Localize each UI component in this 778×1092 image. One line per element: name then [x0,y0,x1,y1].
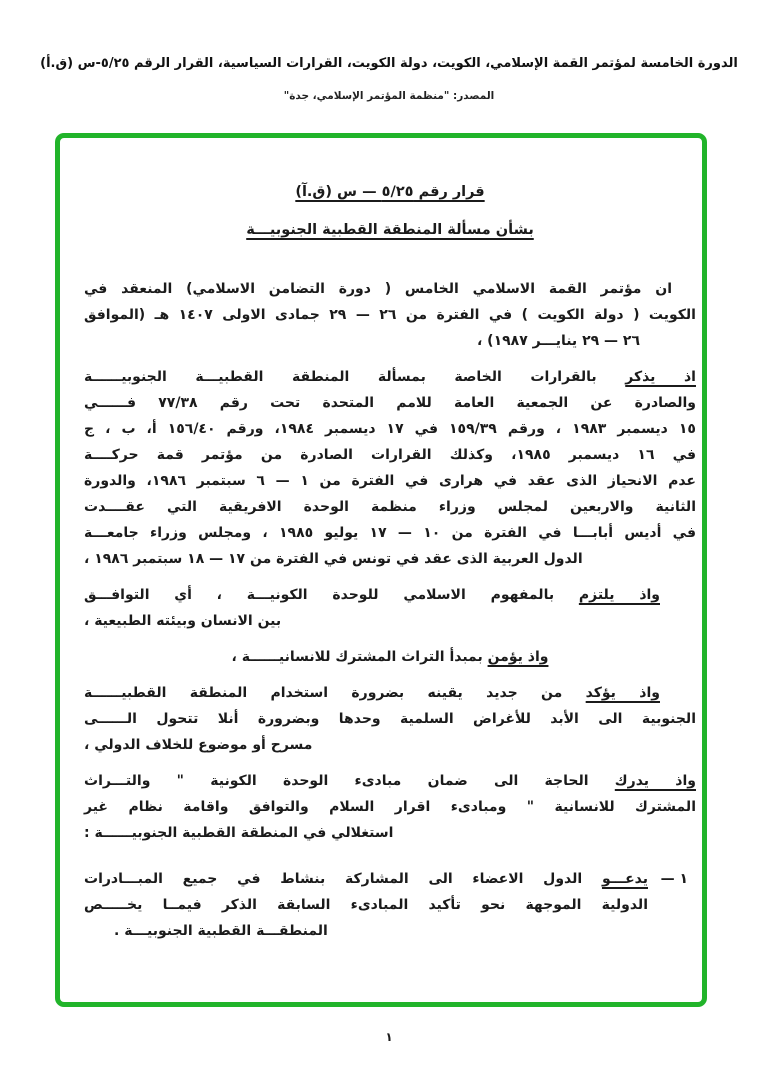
paragraph-line: واذ يؤكد من جديد يقينه بضرورة استخدام المنطقة القطبيــــــة [84,685,660,701]
resolution-title-line-2 [84,218,696,242]
document-header-title: الدورة الخامسة لمؤتمر القمة الإسلامي، الكويت، دولة الكويت، القرارات السياسية، القرار الرقم ٥/٢٥-س (ق.أ) [40,56,738,71]
resolution-subject: بشأن مسألة المنطقة القطبية الجنوبيـــة [246,222,534,238]
paragraph-line: المنطقـــة القطبية الجنوبيـــة . [114,923,328,939]
lead-word: واذ يؤكد [585,685,660,701]
paragraph-line: والصادرة عن الجمعية العامة للامم المتحدة تحت رقم ٧٧/٣٨ فــــــي [84,395,696,411]
document-header-source: المصدر: "منظمة المؤتمر الإسلامي، جدة" [283,90,495,102]
numbered-item [84,866,696,944]
document-frame [55,133,707,1007]
paragraph-line: واذ يلتزم بالمفهوم الاسلامي للوحدة الكونيـــة ، أي التوافـــق [84,587,660,603]
paragraph-line: الجنوبية الى الأبد للأغراض السلمية وحدها وبضرورة أنلا تتحول الــــــى [84,711,696,727]
lead-word: واذ يلتزم [578,587,660,603]
paragraph-line: الكويت ( دولة الكويت ) في الفترة من ٢٦ — ٢٩ جمادى الاولى ١٤٠٧ هـ (الموافق [84,307,696,323]
paragraph-line: المشترك للانسانية " ومبادىء اقرار السلام والتوافق واقامة نظام غير [84,799,696,815]
paragraph-line: اذ يذكر بالقرارات الخاصة بمسألة المنطقة القطبيـــة الجنوبيــــــة [84,369,696,385]
document-content [60,138,702,1002]
paragraph-line: مسرح أو موضوع للخلاف الدولي ، [84,737,313,753]
item-body [84,866,648,944]
lead-word: واذ يؤمن [487,649,549,665]
paragraph-line: الثانية والاربعين لمجلس وزراء منظمة الوحدة الافريقية التي عقــــدت [84,499,696,515]
paragraph [84,680,696,758]
paragraph-line: ٢٦ — ٢٩ ينايـــر ١٩٨٧) ، [476,333,640,349]
paragraph-line: واذ يؤمن بمبدأ التراث المشترك للانسانيــــــة ، [231,649,549,665]
paragraph-line: ان مؤتمر القمة الاسلامي الخامس ( دورة التضامن الاسلامي) المنعقد في [84,281,672,297]
paragraph-line: في أديس أبابـــا في الفترة من ١٠ — ١٧ يوليو ١٩٨٥ ، ومجلس وزراء جامعـــة [84,525,696,541]
page-number: ١ [385,1030,393,1044]
paragraph-line: واذ يدرك الحاجة الى ضمان مبادىء الوحدة الكونية " والتـــراث [84,773,696,789]
resolution-title-line-1 [84,180,696,204]
paragraph-line: يدعـــو الدول الاعضاء الى المشاركة بنشاط في جميع المبـــادرات [84,871,648,887]
paragraph-list [84,276,696,944]
paragraph-line: الدولية الموجهة نحو تأكيد المبادىء السابقة الذكر فيمــا يخـــــص [84,897,648,913]
paragraph-line: عدم الانحياز الذى عقد في هرارى في الفترة من ١ — ٦ سبتمبر ١٩٨٦، والدورة [84,473,697,489]
paragraph-line: بين الانسان وبيئته الطبيعية ، [84,613,282,629]
resolution-number: قرار رقم ٥/٢٥ — س (ق.آ) [295,184,485,200]
paragraph [84,276,696,354]
paragraph-line: في ١٦ ديسمبر ١٩٨٥، وكذلك القرارات الصادرة من مؤتمر قمة حركــــة [84,447,696,463]
paragraph [84,644,696,670]
item-number: ١ — [660,871,688,887]
lead-word: يدعـــو [601,871,648,887]
paragraph-line: الدول العربية الذى عقد في تونس في الفترة من ١٧ — ١٨ سبتمبر ١٩٨٦ ، [84,551,583,567]
paragraph [84,582,696,634]
lead-word: واذ يدرك [614,773,696,789]
paragraph [84,768,696,846]
paragraph-line: ١٥ ديسمبر ١٩٨٣ ، ورقم ١٥٩/٣٩ في ١٧ ديسمبر ١٩٨٤، ورقم ١٥٦/٤٠ أ، ب ، ج [84,421,696,437]
paragraph [84,364,696,572]
paragraph-line: استغلالي في المنطقة القطبية الجنوبيــــــة : [84,825,394,841]
lead-word: اذ يذكر [625,369,696,385]
